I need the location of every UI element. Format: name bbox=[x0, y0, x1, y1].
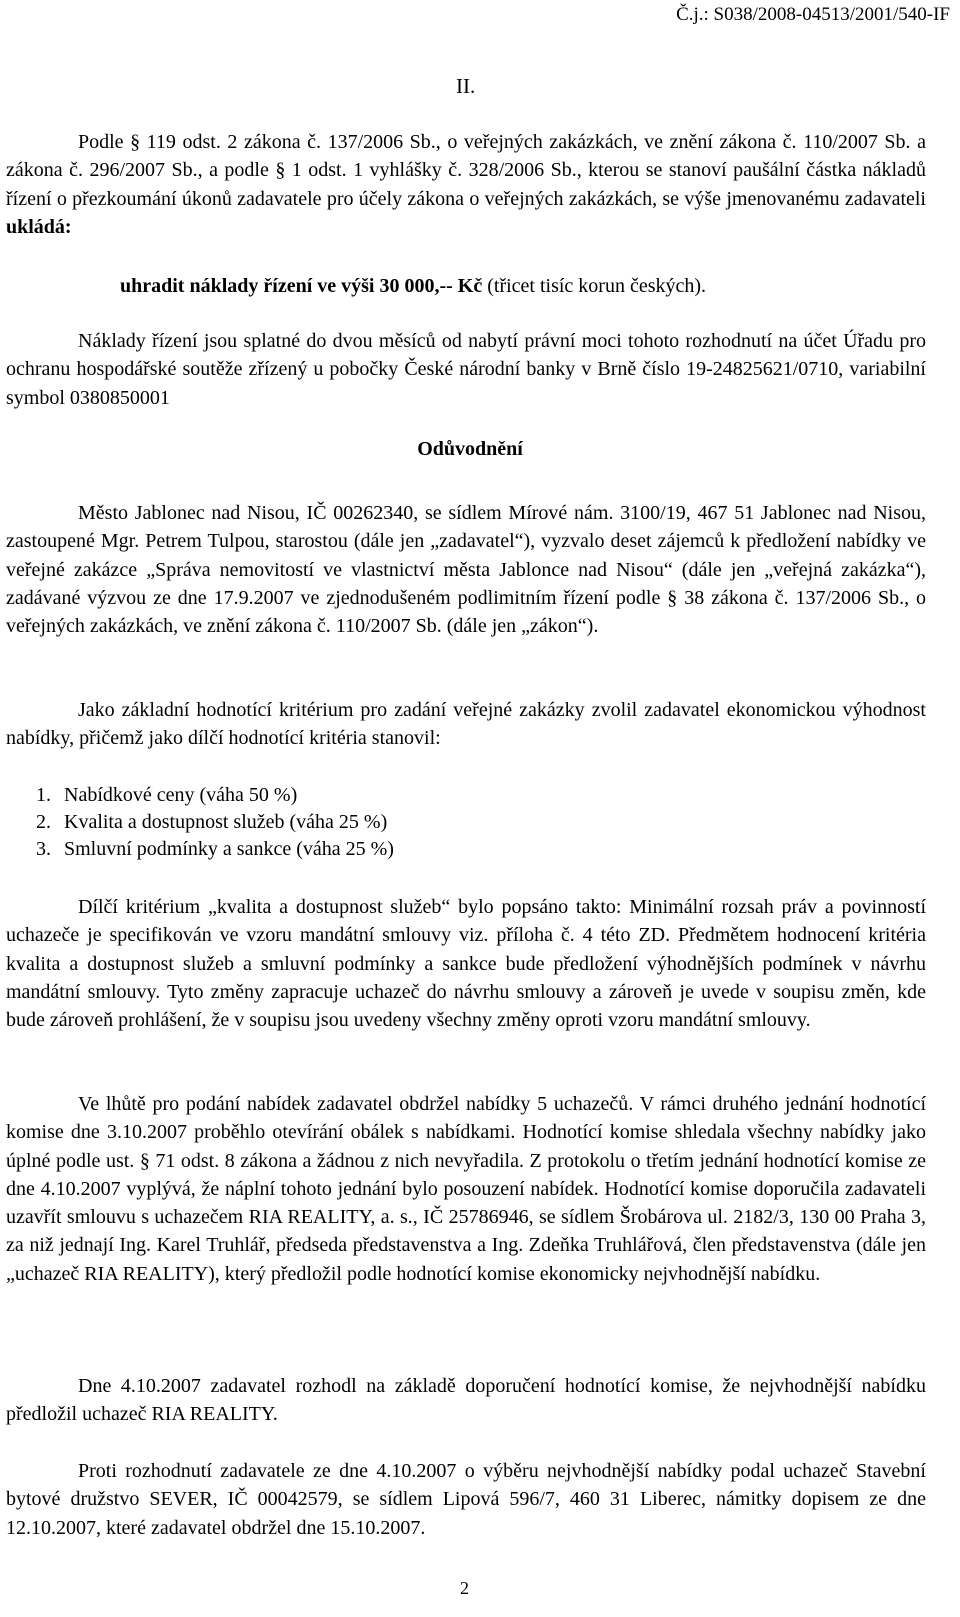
intro-paragraph bbox=[6, 128, 926, 241]
list-text: Smluvní podmínky a sankce (váha 25 %) bbox=[64, 838, 394, 860]
intro-text: Podle § 119 odst. 2 zákona č. 137/2006 Sb., o veřejných zakázkách, ve znění zákona č. 110/2007 Sb. a zákona č. 296/2007 Sb., a podle § 1 odst. 1 vyhlášky č. 328/2006 Sb., kterou se stanoví paušální částka nákladů řízení o přezkoumání úkonů zadavatele pro účely zákona o veřejných zakázkách, se výše jmenovanému zadavateli bbox=[6, 131, 926, 210]
intro-verdict: ukládá: bbox=[6, 215, 72, 238]
order-line bbox=[120, 272, 920, 300]
paragraph-evaluation: Jako základní hodnotící kritérium pro zadání veřejné zakázky zvolil zadavatel ekonomickou výhodnost nabídky, přičemž jako dílčí hodnotící kritéria stanovil: bbox=[6, 699, 926, 750]
list-number: 1. bbox=[36, 784, 51, 806]
paragraph-subcriterion: Dílčí kritérium „kvalita a dostupnost služeb“ bylo popsáno takto: Minimální rozsah práv a povinností uchazeče je specifikován ve vzoru mandátní smlouvy viz. příloha č. 4 této ZD. Předmětem hodnocení kritéria kvalita a dostupnost služeb a smluvní podmínky a sankce bude předložení výhodnějších podmínek v návrhu mandátní smlouvy. Tyto změny zapracuje uchazeč do návrhu smlouvy a zároveň je uvede v soupisu změn, kde bude zároveň prohlášení, že v soupisu jsou uvedeny všechny změny oproti vzoru mandátní smlouvy. bbox=[6, 896, 926, 1032]
reasoning-heading: Odůvodnění bbox=[417, 438, 523, 460]
criteria-list bbox=[36, 782, 394, 863]
list-text: Kvalita a dostupnost služeb (váha 25 %) bbox=[64, 811, 388, 833]
paragraph-objections: Proti rozhodnutí zadavatele ze dne 4.10.2007 o výběru nejvhodnější nabídky podal uchazeč Stavební bytové družstvo SEVER, IČ 00042579, se sídlem Lipová 596/7, 460 31 Liberec, námitky dopisem ze dne 12.10.2007, které zadavatel obdržel dne 15.10.2007. bbox=[6, 1460, 926, 1539]
list-item bbox=[36, 782, 394, 809]
order-words: (třicet tisíc korun českých). bbox=[482, 275, 707, 297]
page-number: 2 bbox=[460, 1578, 469, 1598]
order-amount: uhradit náklady řízení ve výši 30 000,-- Kč bbox=[120, 275, 483, 297]
section-number: II. bbox=[456, 74, 476, 98]
list-item bbox=[36, 809, 394, 836]
list-number: 3. bbox=[36, 838, 51, 860]
list-number: 2. bbox=[36, 811, 51, 833]
case-reference: Č.j.: S038/2008-04513/2001/540-IF bbox=[676, 4, 950, 25]
paragraph-contracting-authority: Město Jablonec nad Nisou, IČ 00262340, se sídlem Mírové nám. 3100/19, 467 51 Jablonec nad Nisou, zastoupené Mgr. Petrem Tulpou, starostou (dále jen „zadavatel“), vyzvalo deset zájemců k předložení nabídky ve veřejné zakázce „Správa nemovitostí ve vlastnictví města Jablonce nad Nisou“ (dále jen „veřejná zakázka“), zadávané výzvou ze dne 17.9.2007 ve zjednodušeném podlimitním řízení podle § 38 zákona č. 137/2006 Sb., o veřejných zakázkách, ve znění zákona č. 110/2007 Sb. (dále jen „zákon“). bbox=[6, 502, 926, 638]
list-item bbox=[36, 836, 394, 863]
list-text: Nabídkové ceny (váha 50 %) bbox=[64, 784, 298, 806]
payment-paragraph: Náklady řízení jsou splatné do dvou měsíců od nabytí právní moci tohoto rozhodnutí na účet Úřadu pro ochranu hospodářské soutěže zřízený u pobočky České národní banky v Brně číslo 19-24825621/0710, variabilní symbol 0380850001 bbox=[6, 330, 926, 409]
paragraph-bids: Ve lhůtě pro podání nabídek zadavatel obdržel nabídky 5 uchazečů. V rámci druhého jednání hodnotící komise dne 3.10.2007 proběhlo otevírání obálek s nabídkami. Hodnotící komise shledala všechny nabídky jako úplné podle ust. § 71 odst. 8 zákona a žádnou z nich nevyřadila. Z protokolu o třetím jednání hodnotící komise ze dne 4.10.2007 vyplývá, že náplní tohoto jednání bylo posouzení nabídek. Hodnotící komise doporučila zadavateli uzavřít smlouvu s uchazečem RIA REALITY, a. s., IČ 25786946, se sídlem Šrobárova ul. 2182/3, 130 00 Praha 3, za niž jednají Ing. Karel Truhlář, předseda představenstva a Ing. Zdeňka Truhlářová, člen představenstva (dále jen „uchazeč RIA REALITY), který předložil podle hodnotící komise ekonomicky nejvhodnější nabídku. bbox=[6, 1093, 926, 1285]
paragraph-decision: Dne 4.10.2007 zadavatel rozhodl na základě doporučení hodnotící komise, že nejvhodnější nabídku předložil uchazeč RIA REALITY. bbox=[6, 1375, 926, 1426]
